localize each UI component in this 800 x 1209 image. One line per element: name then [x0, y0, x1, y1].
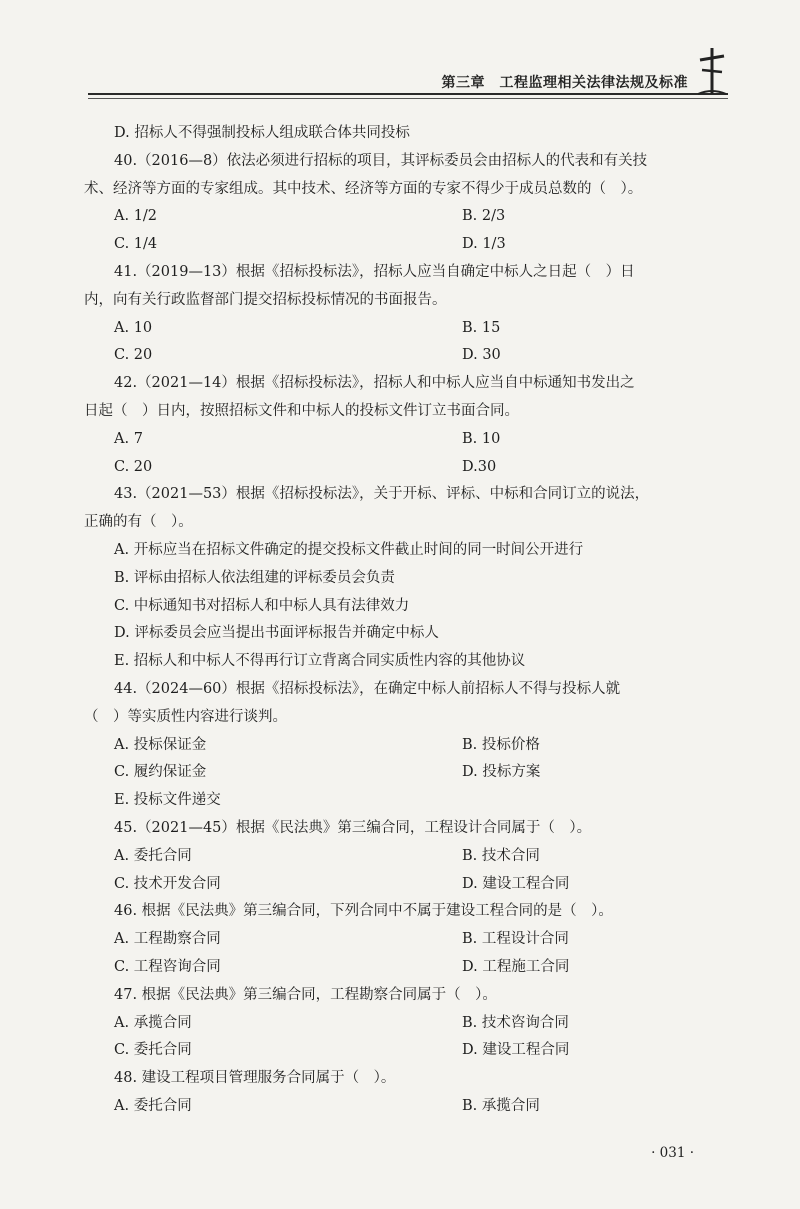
- option-c: C. 20: [114, 458, 153, 475]
- question-41-stem: 41.（2019—13）根据《招标投标法》，招标人应当自确定中标人之日起（ ）日: [114, 263, 635, 280]
- header-rule-thin: [88, 98, 728, 99]
- option-c: C. 20: [114, 347, 153, 364]
- page-number: · 031 ·: [651, 1145, 694, 1161]
- question-41-stem-cont: 内，向有关行政监督部门提交招标投标情况的书面报告。: [84, 291, 447, 308]
- question-47-options-row-1: [84, 1010, 714, 1038]
- option-a: A. 开标应当在招标文件确定的提交投标文件截止时间的同一时间公开进行: [114, 541, 584, 558]
- option-d: D.30: [462, 458, 497, 475]
- question-44-options-row-2: [84, 759, 714, 787]
- option-a: A. 委托合同: [114, 847, 192, 864]
- option-b: B. 技术咨询合同: [462, 1014, 569, 1031]
- option-a: A. 投标保证金: [114, 736, 207, 753]
- option-d: D. 建设工程合同: [462, 875, 570, 892]
- option-b: B. 评标由招标人依法组建的评标委员会负责: [114, 569, 395, 586]
- question-40-stem-cont: 术、经济等方面的专家组成。其中技术、经济等方面的专家不得少于成员总数的（ ）。: [84, 180, 643, 197]
- question-48-options-row-1: [84, 1093, 714, 1121]
- page-body: [84, 120, 714, 1121]
- question-46-options-row-1: [84, 926, 714, 954]
- question-43-stem: 43.（2021—53）根据《招标投标法》，关于开标、评标、中标和合同订立的说法，: [114, 486, 650, 503]
- option-d: D. 1/3: [462, 236, 506, 253]
- option-b: B. 承揽合同: [462, 1097, 540, 1114]
- question-44-stem-cont: （ ）等实质性内容进行谈判。: [84, 708, 287, 725]
- question-46-stem: 46. 根据《民法典》第三编合同，下列合同中不属于建设工程合同的是（ ）。: [114, 903, 613, 920]
- question-42-options-row-2: [84, 454, 714, 482]
- option-b: B. 工程设计合同: [462, 931, 569, 948]
- option-d: D. 评标委员会应当提出书面评标报告并确定中标人: [114, 625, 439, 642]
- question-40-stem: 40.（2016—8）依法必须进行招标的项目，其评标委员会由招标人的代表和有关技: [114, 152, 648, 169]
- option-b: B. 10: [462, 430, 501, 447]
- option-e: E. 投标文件递交: [114, 792, 221, 809]
- header-rule: [88, 93, 728, 95]
- option-b: B. 15: [462, 319, 501, 336]
- option-b: B. 2/3: [462, 208, 506, 225]
- option-a: A. 10: [114, 319, 153, 336]
- question-48-stem: 48. 建设工程项目管理服务合同属于（ ）。: [114, 1070, 396, 1087]
- option-c: C. 履约保证金: [114, 764, 207, 781]
- option-c: C. 技术开发合同: [114, 875, 221, 892]
- option-d: D. 30: [462, 347, 501, 364]
- signpost-icon: [694, 44, 730, 98]
- question-47-options-row-2: [84, 1037, 714, 1065]
- question-42-stem-cont: 日起（ ）日内，按照招标文件和中标人的投标文件订立书面合同。: [84, 402, 519, 419]
- question-43-stem-cont: 正确的有（ ）。: [84, 514, 193, 531]
- option-c: C. 工程咨询合同: [114, 958, 221, 975]
- question-41-options-row-2: [84, 342, 714, 370]
- option-a: A. 承揽合同: [114, 1014, 192, 1031]
- option-c: C. 1/4: [114, 236, 158, 253]
- chapter-title: 第三章 工程监理相关法律法规及标准: [441, 75, 688, 91]
- option-b: B. 技术合同: [462, 847, 540, 864]
- option-d: D. 工程施工合同: [462, 958, 570, 975]
- option-a: A. 委托合同: [114, 1097, 192, 1114]
- question-40-options-row-1: [84, 203, 714, 231]
- option-a: A. 7: [114, 430, 143, 447]
- question-45-options-row-1: [84, 843, 714, 871]
- question-41-options-row-1: [84, 315, 714, 343]
- question-40-options-row-2: [84, 231, 714, 259]
- question-42-options-row-1: [84, 426, 714, 454]
- question-44-stem: 44.（2024—60）根据《招标投标法》，在确定中标人前招标人不得与投标人就: [114, 680, 621, 697]
- question-45-options-row-2: [84, 871, 714, 899]
- question-44-options-row-1: [84, 732, 714, 760]
- option-a: A. 工程勘察合同: [114, 931, 221, 948]
- option-a: A. 1/2: [114, 208, 158, 225]
- option-d: D. 建设工程合同: [462, 1042, 570, 1059]
- question-42-stem: 42.（2021—14）根据《招标投标法》，招标人和中标人应当自中标通知书发出之: [114, 375, 635, 392]
- option-c: C. 委托合同: [114, 1042, 192, 1059]
- option-text: D. 招标人不得强制投标人组成联合体共同投标: [114, 125, 410, 141]
- option-c: C. 中标通知书对招标人和中标人具有法律效力: [114, 597, 410, 614]
- question-47-stem: 47. 根据《民法典》第三编合同，工程勘察合同属于（ ）。: [114, 986, 497, 1003]
- option-b: B. 投标价格: [462, 736, 540, 753]
- question-46-options-row-2: [84, 954, 714, 982]
- option-e: E. 招标人和中标人不得再行订立背离合同实质性内容的其他协议: [114, 653, 526, 670]
- running-header: [88, 64, 728, 94]
- question-45-stem: 45.（2021—45）根据《民法典》第三编合同，工程设计合同属于（ ）。: [114, 819, 592, 836]
- option-d: D. 投标方案: [462, 764, 541, 781]
